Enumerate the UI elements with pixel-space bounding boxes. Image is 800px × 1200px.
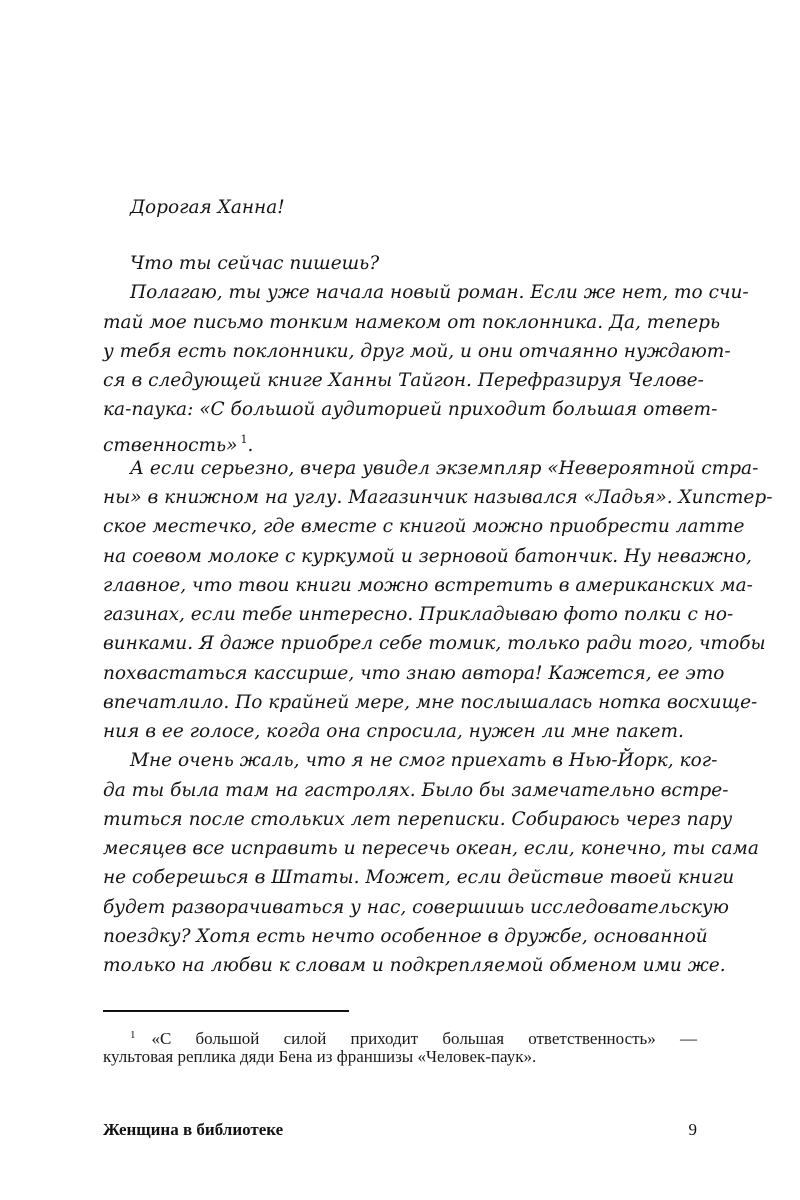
letter-line bbox=[103, 366, 704, 396]
letter-line bbox=[103, 776, 729, 806]
letter-line-text: ственность» bbox=[103, 434, 238, 456]
letter-line-text: А если серьезно, вчера увидел экземпляр «Невероятной стра- bbox=[130, 457, 759, 479]
letter-line-text: будет разворачиваться у нас, совершишь исследовательскую bbox=[103, 896, 729, 918]
letter-line-text: месяцев все исправить и пересечь океан, если, конечно, ты сама bbox=[103, 838, 759, 859]
letter-line-text: Мне очень жаль, что я не смог приехать в Нью-Йорк, ког- bbox=[130, 750, 718, 772]
letter-line bbox=[103, 805, 733, 835]
letter-line-text: не соберешься в Штаты. Может, если действие твоей книги bbox=[103, 867, 735, 889]
letter-line-text: у тебя есть поклонники, друг мой, и они отчаянно нуждают- bbox=[103, 340, 731, 362]
letter-line-text: Что ты сейчас пишешь? bbox=[130, 253, 380, 274]
letter-line-text: да ты была там на гастролях. Было бы замечательно встре- bbox=[103, 779, 729, 801]
page-number: 9 bbox=[688, 1120, 697, 1139]
letter-line bbox=[103, 395, 718, 425]
letter-line-text: тай мое письмо тонким намеком от поклонника. Да, теперь bbox=[103, 311, 721, 333]
letter-line-suffix: . bbox=[247, 434, 254, 456]
letter-line bbox=[103, 249, 697, 279]
letter-line bbox=[103, 922, 708, 952]
letter-line-text: ся в следующей книге Ханны Тайгон. Перефразируя Челове- bbox=[103, 370, 704, 391]
letter-line bbox=[103, 425, 697, 455]
footnote-divider bbox=[103, 1010, 349, 1012]
footnote-line-2: культовая реплика дяди Бена из франшизы «Человек-паук». bbox=[103, 1047, 537, 1066]
letter-line bbox=[103, 688, 758, 718]
letter-line bbox=[103, 863, 735, 893]
letter-line-text: ния в ее голосе, когда она спросила, нужен ли мне пакет. bbox=[103, 721, 684, 742]
letter-line bbox=[103, 746, 718, 776]
letter-line-text: только на любви к словам и подкрепляемой обменом ими же. bbox=[103, 955, 726, 976]
letter-line bbox=[103, 278, 749, 308]
letter-line bbox=[103, 512, 745, 542]
letter-line-text: газинах, если тебе интересно. Прикладываю фото полки с но- bbox=[103, 604, 734, 625]
footnote-reference[interactable]: 1 bbox=[240, 432, 248, 446]
letter-line-text: ка-паука: «С большой аудиторией приходит большая ответ- bbox=[103, 399, 718, 421]
letter-line-text: главное, что твои книги можно встретить в американских ма- bbox=[103, 574, 753, 596]
letter-line-text: ское местечко, где вместе с книгой можно приобрести латте bbox=[103, 516, 745, 538]
letter-line-text: поездку? Хотя есть нечто особенное в дружбе, основанной bbox=[103, 925, 708, 947]
letter-line bbox=[103, 337, 731, 367]
letter-line bbox=[103, 629, 766, 659]
letter-line-text: винками. Я даже приобрел себе томик, только ради того, чтобы bbox=[103, 633, 766, 655]
letter-line bbox=[103, 659, 725, 689]
letter-line-text: Полагаю, ты уже начала новый роман. Если же нет, то счи- bbox=[130, 282, 749, 304]
letter-line bbox=[103, 308, 721, 338]
letter-line bbox=[103, 483, 773, 513]
letter-line-text: ны» в книжном на углу. Магазинчик назывался «Ладья». Хипстер- bbox=[103, 487, 773, 508]
page-footer bbox=[103, 1120, 697, 1146]
running-title: Женщина в библиотеке bbox=[103, 1120, 284, 1139]
letter-line bbox=[103, 454, 759, 484]
letter-line bbox=[103, 834, 759, 864]
footnote-number: 1 bbox=[130, 1029, 136, 1041]
letter-line bbox=[103, 571, 753, 601]
letter-line bbox=[103, 542, 752, 572]
letter-line bbox=[103, 893, 729, 923]
letter-line-text: на соевом молоке с куркумой и зерновой батончик. Ну неважно, bbox=[103, 545, 752, 567]
letter-salutation: Дорогая Ханна! bbox=[130, 197, 285, 218]
letter-line bbox=[103, 600, 734, 630]
letter-line bbox=[103, 717, 697, 747]
letter-line bbox=[103, 951, 726, 981]
footnote-text-1: «С большой силой приходит большая ответственность» — bbox=[151, 1029, 697, 1048]
letter-line-text: похвастаться кассирше, что знаю автора! Кажется, ее это bbox=[103, 662, 725, 684]
letter-line-text: титься после стольких лет переписки. Собираюсь через пару bbox=[103, 808, 733, 830]
letter-line-text: впечатлило. По крайней мере, мне послышалась нотка восхище- bbox=[103, 691, 758, 713]
